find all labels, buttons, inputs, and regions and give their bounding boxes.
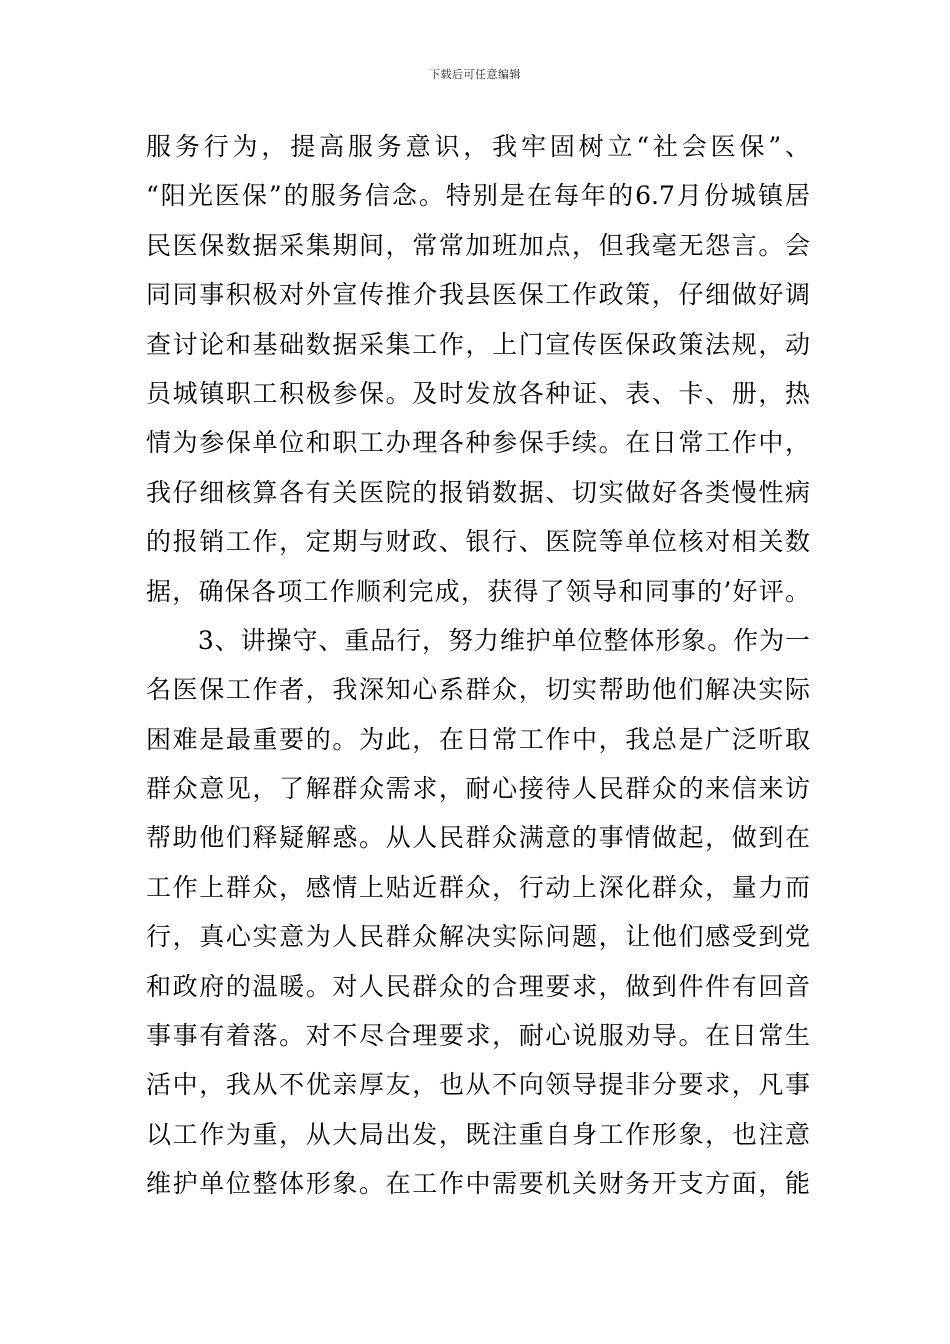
text-line: 帮助他们释疑解惑。从人民群众满意的事情做起，做到在 (146, 823, 810, 853)
text-line: 维护单位整体形象。在工作中需要机关财务开支方面，能 (146, 1169, 810, 1199)
text-line: 工作上群众，感情上贴近群众，行动上深化群众，量力而 (146, 872, 810, 902)
text-line: 和政府的温暖。对人民群众的合理要求，做到件件有回音 (146, 971, 810, 1001)
text-line: 情为参保单位和职工办理各种参保手续。在日常工作中， (146, 428, 810, 458)
text-line: 员城镇职工积极参保。及时发放各种证、表、卡、册，热 (146, 378, 810, 408)
text-line: 的报销工作，定期与财政、银行、医院等单位核对相关数 (146, 527, 810, 557)
text-line: 据，确保各项工作顺利完成，获得了领导和同事的’好评。 (146, 576, 810, 606)
text-line: 以工作为重，从大局出发，既注重自身工作形象，也注意 (146, 1119, 810, 1149)
text-line: 事事有着落。对不尽合理要求，耐心说服劝导。在日常生 (146, 1021, 810, 1051)
page-header: 下载后可任意编辑 (429, 68, 521, 81)
text-line: 查讨论和基础数据采集工作，上门宣传医保政策法规，动 (146, 329, 810, 359)
document-body (146, 122, 810, 1209)
text-line: 活中，我从不优亲厚友，也从不向领导提非分要求，凡事 (146, 1070, 810, 1100)
text-line: 行，真心实意为人民群众解决实际问题，让他们感受到党 (146, 922, 810, 952)
text-line: 困难是最重要的。为此，在日常工作中，我总是广泛听取 (146, 724, 810, 754)
text-line: “阳光医保”的服务信念。特别是在每年的6.7月份城镇居 (146, 181, 810, 211)
text-line: 服务行为，提高服务意识，我牢固树立“社会医保”、 (146, 132, 810, 161)
text-line: 民医保数据采集期间，常常加班加点，但我毫无怨言。会 (146, 230, 810, 260)
text-line: 名医保工作者，我深知心系群众，切实帮助他们解决实际 (146, 675, 810, 705)
text-line: 群众意见，了解群众需求，耐心接待人民群众的来信来访 (146, 774, 810, 804)
paragraph-start-line: 3、讲操守、重品行，努力维护单位整体形象。作为一 (146, 625, 810, 655)
text-line: 我仔细核算各有关医院的报销数据、切实做好各类慢性病 (146, 477, 810, 507)
text-line: 同同事积极对外宣传推介我县医保工作政策，仔细做好调 (146, 280, 810, 310)
